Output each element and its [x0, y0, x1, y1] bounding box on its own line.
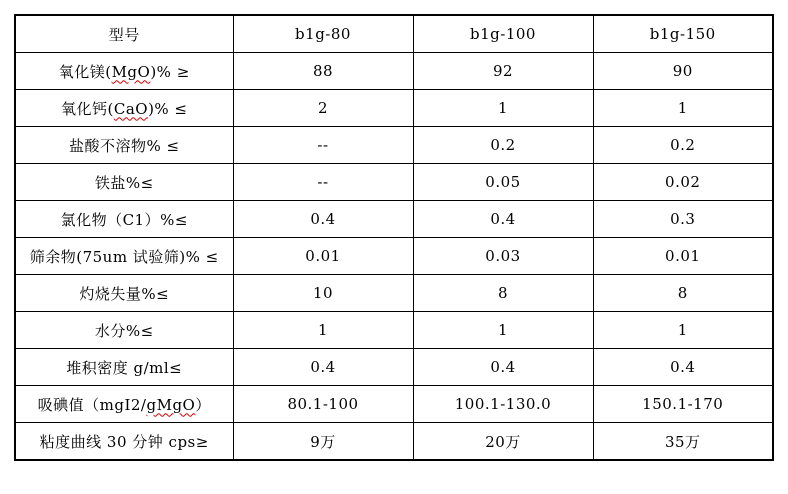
table-row — [15, 423, 773, 461]
row-label — [15, 275, 233, 312]
misspelled-text: CaO — [113, 99, 149, 118]
header-cell-b1g-150: b1g-150 — [593, 15, 773, 53]
value-cell: 90 — [593, 53, 773, 90]
table-row — [15, 349, 773, 386]
value-cell: 0.3 — [593, 201, 773, 238]
label-text: 氧化钙( — [60, 99, 114, 118]
header-cell-b1g-100: b1g-100 — [413, 15, 593, 53]
row-label — [15, 238, 233, 275]
row-label — [15, 312, 233, 349]
label-text: 堆积密度 g/ml≤ — [66, 358, 183, 377]
value-cell: 10 — [233, 275, 413, 312]
value-cell: 88 — [233, 53, 413, 90]
value-cell: 1 — [593, 90, 773, 127]
header-cell-model: 型号 — [15, 15, 233, 53]
value-cell: 150.1-170 — [593, 386, 773, 423]
value-cell: -- — [233, 127, 413, 164]
value-cell: 2 — [233, 90, 413, 127]
label-text: ） — [195, 395, 211, 414]
product-spec-table — [14, 14, 774, 461]
value-cell: 0.01 — [593, 238, 773, 275]
table-row — [15, 164, 773, 201]
label-text: )% ≥ — [150, 62, 190, 81]
label-text: 粘度曲线 30 分钟 cps≥ — [39, 432, 209, 451]
value-cell: 0.01 — [233, 238, 413, 275]
value-cell: 1 — [593, 312, 773, 349]
value-cell: -- — [233, 164, 413, 201]
row-label — [15, 386, 233, 423]
label-text: 氯化物（C1）%≤ — [60, 210, 188, 229]
value-cell: 0.03 — [413, 238, 593, 275]
label-text: 盐酸不溶物% ≤ — [68, 136, 180, 155]
table-row — [15, 201, 773, 238]
value-cell: 1 — [413, 312, 593, 349]
misspelled-text: gMgO — [146, 395, 196, 414]
value-cell: 0.4 — [233, 201, 413, 238]
table-row — [15, 127, 773, 164]
value-cell: 1 — [233, 312, 413, 349]
value-cell: 0.4 — [413, 201, 593, 238]
table-row — [15, 312, 773, 349]
value-cell: 80.1-100 — [233, 386, 413, 423]
table-row — [15, 386, 773, 423]
table-body — [15, 53, 773, 461]
label-text: 筛余物(75um 试验筛)% ≤ — [29, 247, 219, 266]
label-text: )% ≤ — [148, 99, 188, 118]
row-label — [15, 201, 233, 238]
value-cell: 92 — [413, 53, 593, 90]
label-text: 铁盐%≤ — [94, 173, 154, 192]
table-row — [15, 53, 773, 90]
value-cell: 0.2 — [593, 127, 773, 164]
label-text: 氧化镁( — [58, 62, 112, 81]
row-label — [15, 423, 233, 461]
value-cell: 20万 — [413, 423, 593, 461]
row-label — [15, 127, 233, 164]
value-cell: 0.4 — [593, 349, 773, 386]
label-text: 吸碘值（mgI2/ — [37, 395, 147, 414]
value-cell: 0.2 — [413, 127, 593, 164]
row-label — [15, 90, 233, 127]
header-row — [15, 15, 773, 53]
table-row — [15, 238, 773, 275]
value-cell: 1 — [413, 90, 593, 127]
value-cell: 8 — [413, 275, 593, 312]
value-cell: 0.02 — [593, 164, 773, 201]
value-cell: 35万 — [593, 423, 773, 461]
label-text: 灼烧失量%≤ — [79, 284, 170, 303]
value-cell: 0.4 — [233, 349, 413, 386]
misspelled-text: MgO — [111, 62, 151, 81]
value-cell: 100.1-130.0 — [413, 386, 593, 423]
value-cell: 0.05 — [413, 164, 593, 201]
table-row — [15, 90, 773, 127]
row-label — [15, 53, 233, 90]
row-label — [15, 349, 233, 386]
value-cell: 8 — [593, 275, 773, 312]
row-label — [15, 164, 233, 201]
table-row — [15, 275, 773, 312]
header-cell-b1g-80: b1g-80 — [233, 15, 413, 53]
value-cell: 9万 — [233, 423, 413, 461]
value-cell: 0.4 — [413, 349, 593, 386]
label-text: 水分%≤ — [94, 321, 154, 340]
